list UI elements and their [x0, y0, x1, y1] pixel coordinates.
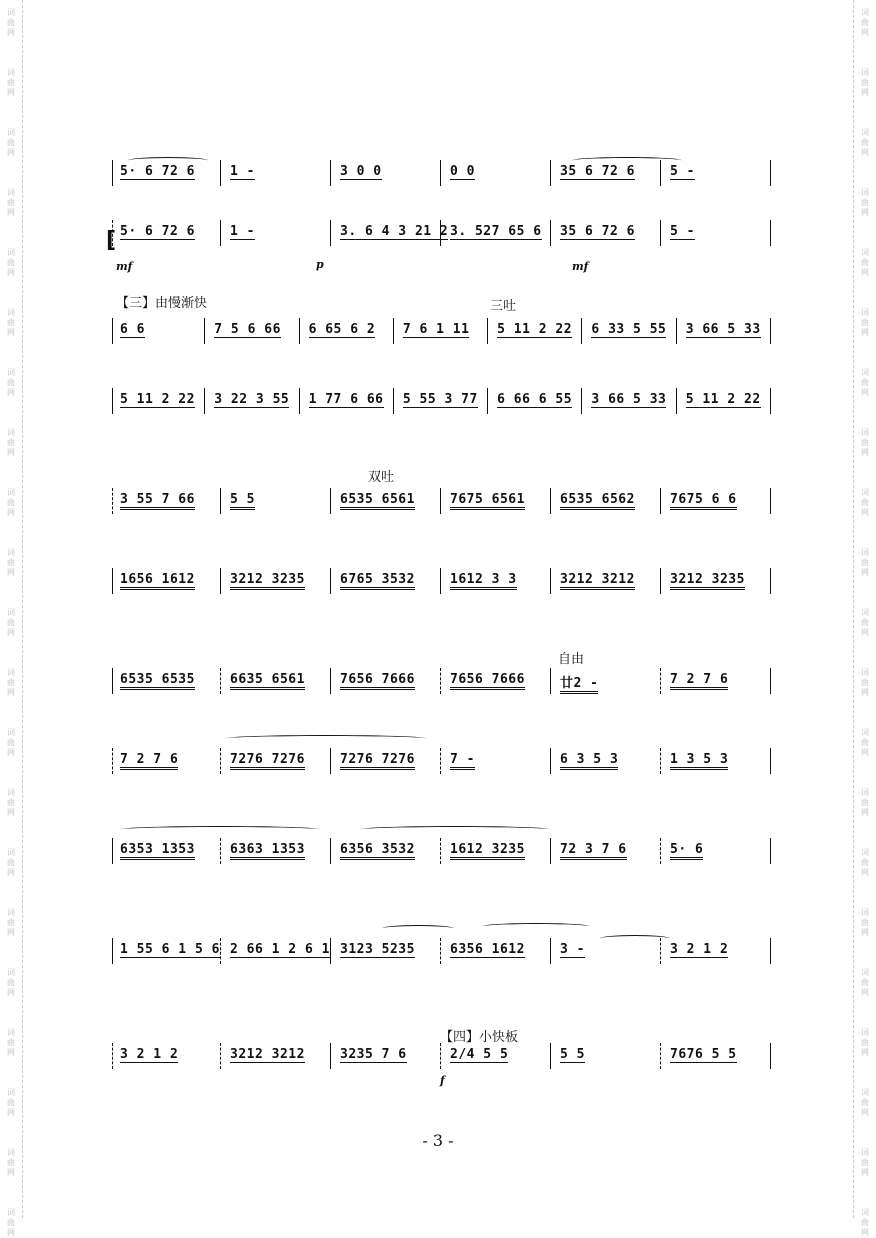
barline — [220, 220, 221, 246]
barline — [112, 938, 113, 964]
measure — [230, 1047, 305, 1062]
measure-notes: 7276 7276 — [340, 752, 415, 770]
barline — [393, 318, 394, 344]
measure-notes: 6 6 — [120, 322, 145, 337]
measure — [670, 224, 695, 239]
watermark-text: 词 曲 网 — [7, 788, 15, 817]
watermark-text: 词 曲 网 — [7, 1028, 15, 1057]
measure — [340, 752, 415, 767]
barline — [220, 748, 221, 774]
watermark-text: 词 曲 网 — [861, 248, 869, 277]
barline — [393, 388, 394, 414]
measure-notes: 6356 3532 — [340, 842, 415, 860]
double-tongue-label: 双吐 — [368, 470, 395, 485]
barline — [770, 388, 771, 414]
measure — [120, 842, 195, 857]
barline — [440, 220, 441, 246]
measure — [230, 752, 305, 767]
triple-tongue-label: 三吐 — [490, 299, 517, 314]
free-tempo-label: 自由 — [558, 652, 585, 667]
watermark-text: 词 曲 网 — [861, 128, 869, 157]
watermark-text: 词 曲 网 — [7, 428, 15, 457]
measure — [560, 672, 598, 691]
measure — [560, 492, 635, 507]
measure-notes: 廿2 - — [560, 676, 598, 694]
measure — [670, 1047, 737, 1062]
watermark-text: 词 曲 网 — [7, 548, 15, 577]
measure — [670, 572, 745, 587]
measure — [120, 164, 195, 179]
measure — [497, 392, 572, 407]
measure — [591, 392, 666, 407]
measure-notes: 6535 6561 — [340, 492, 415, 510]
measure — [120, 322, 145, 337]
barline — [330, 748, 331, 774]
measure-notes: 6353 1353 — [120, 842, 195, 860]
barline — [112, 388, 113, 414]
measure-notes: 0 0 — [450, 164, 475, 179]
measure — [670, 942, 728, 957]
watermark-text: 词 曲 网 — [7, 1208, 15, 1237]
measure — [450, 572, 517, 587]
measure — [214, 322, 281, 337]
barline — [550, 748, 551, 774]
measure — [450, 942, 525, 957]
barline — [581, 388, 582, 414]
barline — [220, 488, 221, 514]
measure-notes: 1612 3235 — [450, 842, 525, 860]
measure — [120, 392, 195, 407]
measure-notes: 3212 3212 — [560, 572, 635, 590]
barline — [660, 1043, 661, 1069]
measure — [560, 572, 635, 587]
notation-row-8 — [112, 748, 772, 774]
barline — [330, 668, 331, 694]
measure — [309, 322, 376, 337]
measure-notes: 6 65 6 2 — [308, 322, 376, 337]
measure-notes: 3212 3235 — [670, 572, 745, 590]
notation-row-11 — [112, 1043, 772, 1069]
measure — [670, 492, 737, 507]
measure — [560, 842, 627, 857]
barline — [440, 160, 441, 186]
watermark-text: 词 曲 网 — [861, 968, 869, 997]
measure-notes: 6535 6535 — [120, 672, 195, 690]
barline — [440, 938, 441, 964]
measure — [450, 842, 525, 857]
barline — [112, 220, 113, 246]
barline — [330, 220, 331, 246]
barline — [330, 488, 331, 514]
barline — [112, 748, 113, 774]
measure-notes: 3 66 5 33 — [685, 322, 761, 337]
left-watermark-strip — [0, 0, 23, 1237]
watermark-text: 词 曲 网 — [861, 728, 869, 757]
measure-notes: 3123 5235 — [340, 942, 415, 957]
barline — [440, 748, 441, 774]
barline — [330, 160, 331, 186]
watermark-text: 词 曲 网 — [861, 548, 869, 577]
measure-notes: 5 11 2 22 — [497, 322, 573, 337]
notation-row-6 — [112, 568, 772, 594]
measure — [120, 1047, 178, 1062]
measure — [230, 164, 255, 179]
measure — [340, 942, 415, 957]
measure — [340, 164, 382, 179]
watermark-text: 词 曲 网 — [861, 428, 869, 457]
barline — [299, 318, 300, 344]
measure — [309, 392, 384, 407]
measure — [120, 672, 195, 687]
barline — [581, 318, 582, 344]
measure-notes: 7676 5 5 — [670, 1047, 737, 1062]
measure-notes: 3 66 5 33 — [591, 392, 667, 407]
watermark-text: 词 曲 网 — [861, 368, 869, 397]
slur — [128, 157, 208, 164]
measure — [230, 224, 255, 239]
measure-notes: 6765 3532 — [340, 572, 415, 590]
watermark-text: 词 曲 网 — [7, 968, 15, 997]
watermark-text: 词 曲 网 — [861, 68, 869, 97]
measure-notes: 3 2 1 2 — [670, 942, 729, 957]
barline — [770, 838, 771, 864]
barline — [770, 668, 771, 694]
barline — [550, 568, 551, 594]
measure-notes: 1656 1612 — [120, 572, 195, 590]
measure-notes: 6635 6561 — [230, 672, 305, 690]
barline — [112, 838, 113, 864]
barline — [112, 1043, 113, 1069]
dynamic-f: f — [440, 1074, 445, 1087]
section3-heading: 【三】由慢渐快 — [116, 296, 208, 311]
measure — [686, 392, 761, 407]
watermark-text: 词 曲 网 — [7, 308, 15, 337]
measure — [450, 224, 542, 239]
measure-notes: 5· 6 72 6 — [120, 224, 195, 239]
barline — [440, 668, 441, 694]
measure-notes: 3212 3235 — [230, 572, 305, 590]
measure-notes: 6356 1612 — [450, 942, 525, 957]
measure-notes: 3212 3212 — [230, 1047, 305, 1062]
measure-notes: 1 3 5 3 — [670, 752, 728, 770]
watermark-text: 词 曲 网 — [861, 908, 869, 937]
barline — [220, 160, 221, 186]
notation-row-4 — [112, 388, 772, 414]
watermark-text: 词 曲 网 — [861, 668, 869, 697]
measure — [230, 672, 305, 687]
measure — [403, 392, 478, 407]
measure-notes: 5 55 3 77 — [402, 392, 478, 407]
barline — [112, 160, 113, 186]
barline — [770, 220, 771, 246]
barline — [550, 668, 551, 694]
barline — [112, 668, 113, 694]
barline — [204, 388, 205, 414]
measure-notes: 7675 6561 — [450, 492, 525, 510]
watermark-text: 词 曲 网 — [861, 1028, 869, 1057]
barline — [299, 388, 300, 414]
barline — [660, 748, 661, 774]
measure — [230, 842, 305, 857]
measure-notes: 5 - — [670, 164, 695, 179]
system-brace: [ — [106, 228, 117, 253]
measure — [340, 492, 415, 507]
measure — [340, 672, 415, 687]
measure-notes: 5 11 2 22 — [685, 392, 761, 407]
barline — [660, 668, 661, 694]
barline — [112, 568, 113, 594]
notation-row-7 — [112, 668, 772, 694]
measure-notes: 6 33 5 55 — [591, 322, 667, 337]
barline — [550, 160, 551, 186]
measure — [560, 164, 635, 179]
dynamic-mf: mf — [116, 260, 133, 273]
watermark-text: 词 曲 网 — [7, 668, 15, 697]
watermark-text: 词 曲 网 — [7, 728, 15, 757]
watermark-text: 词 曲 网 — [7, 188, 15, 217]
measure-notes: 7 5 6 66 — [214, 322, 281, 337]
measure — [591, 322, 666, 337]
barline — [550, 488, 551, 514]
barline — [487, 318, 488, 344]
barline — [770, 748, 771, 774]
watermark-text: 词 曲 网 — [7, 848, 15, 877]
measure — [214, 392, 289, 407]
measure — [560, 942, 585, 957]
measure-notes: 7 2 7 6 — [670, 672, 728, 690]
barline — [676, 318, 677, 344]
measure-notes: 6363 1353 — [230, 842, 305, 860]
measure-notes: 7 - — [450, 752, 475, 770]
measure-notes: 3 2 1 2 — [120, 1047, 179, 1062]
barline — [220, 938, 221, 964]
barline — [550, 838, 551, 864]
measure-notes: 3 22 3 55 — [214, 392, 290, 407]
barline — [660, 568, 661, 594]
measure — [340, 572, 415, 587]
notation-row-2 — [112, 220, 772, 246]
measure-notes: 72 3 7 6 — [560, 842, 627, 860]
watermark-text: 词 曲 网 — [861, 488, 869, 517]
watermark-text: 词 曲 网 — [861, 788, 869, 817]
barline — [112, 318, 113, 344]
measure-notes: 7276 7276 — [230, 752, 305, 770]
slur — [120, 826, 320, 833]
barline — [440, 488, 441, 514]
barline — [660, 488, 661, 514]
measure — [450, 752, 475, 767]
barline — [770, 160, 771, 186]
barline — [660, 838, 661, 864]
watermark-text: 词 曲 网 — [861, 1148, 869, 1177]
measure — [120, 572, 195, 587]
barline — [770, 568, 771, 594]
barline — [550, 938, 551, 964]
barline — [204, 318, 205, 344]
measure-notes: 6535 6562 — [560, 492, 635, 510]
slur — [360, 826, 550, 833]
notation-row-3 — [112, 318, 772, 344]
measure — [450, 672, 525, 687]
slur — [482, 923, 590, 930]
measure-notes: 35 6 72 6 — [560, 164, 635, 179]
barline — [770, 488, 771, 514]
measure-notes: 1 77 6 66 — [308, 392, 384, 407]
watermark-text: 词 曲 网 — [861, 848, 869, 877]
watermark-text: 词 曲 网 — [7, 248, 15, 277]
measure — [230, 572, 305, 587]
watermark-text: 词 曲 网 — [7, 1088, 15, 1117]
measure — [670, 672, 728, 687]
measure-notes: 1 55 6 1 5 6 — [120, 942, 220, 957]
barline — [330, 568, 331, 594]
measure-notes: 3. 6 4 3 21 2 — [340, 224, 449, 239]
barline — [660, 220, 661, 246]
measure-notes: 2/4 5 5 — [450, 1047, 509, 1062]
barline — [440, 838, 441, 864]
measure-notes: 7 6 1 11 — [402, 322, 470, 337]
dynamic-p: p — [316, 258, 324, 271]
watermark-text: 词 曲 网 — [7, 1148, 15, 1177]
slur — [226, 735, 426, 742]
watermark-text: 词 曲 网 — [861, 8, 869, 37]
measure — [120, 224, 195, 239]
barline — [770, 318, 771, 344]
watermark-text: 词 曲 网 — [861, 1208, 869, 1237]
section4-heading: 【四】小快板 — [440, 1030, 519, 1045]
measure-notes: 3 55 7 66 — [120, 492, 195, 510]
barline — [440, 568, 441, 594]
watermark-text: 词 曲 网 — [7, 908, 15, 937]
barline — [330, 938, 331, 964]
barline — [220, 838, 221, 864]
measure-notes: 5 - — [670, 224, 695, 239]
notation-row-5 — [112, 488, 772, 514]
measure-notes: 1 - — [230, 164, 255, 179]
barline — [770, 1043, 771, 1069]
measure — [340, 224, 448, 239]
measure-notes: 1612 3 3 — [450, 572, 517, 590]
barline — [440, 1043, 441, 1069]
dynamic-mf: mf — [572, 260, 589, 273]
measure — [497, 322, 572, 337]
measure — [230, 942, 330, 957]
measure — [670, 752, 728, 767]
barline — [220, 668, 221, 694]
right-watermark-strip — [853, 0, 876, 1237]
watermark-text: 词 曲 网 — [861, 188, 869, 217]
barline — [112, 488, 113, 514]
measure-notes: 3 0 0 — [340, 164, 382, 179]
barline — [220, 568, 221, 594]
measure-notes: 5· 6 72 6 — [120, 164, 195, 179]
slur — [572, 157, 682, 164]
slur — [600, 935, 670, 942]
measure — [340, 1047, 407, 1062]
measure — [403, 322, 470, 337]
measure-notes: 35 6 72 6 — [560, 224, 635, 239]
measure-notes: 1 - — [230, 224, 255, 239]
measure-notes: 5 5 — [230, 492, 255, 510]
measure — [560, 752, 618, 767]
watermark-text: 词 曲 网 — [861, 608, 869, 637]
measure-notes: 7 2 7 6 — [120, 752, 178, 770]
watermark-text: 词 曲 网 — [7, 68, 15, 97]
watermark-text: 词 曲 网 — [861, 308, 869, 337]
measure — [120, 942, 220, 957]
measure-notes: 7675 6 6 — [670, 492, 737, 510]
watermark-text: 词 曲 网 — [7, 608, 15, 637]
barline — [330, 1043, 331, 1069]
watermark-text: 词 曲 网 — [861, 1088, 869, 1117]
measure-notes: 3 - — [560, 942, 585, 957]
watermark-text: 词 曲 网 — [7, 368, 15, 397]
measure — [670, 842, 703, 857]
barline — [220, 1043, 221, 1069]
measure-notes: 3. 527 65 6 — [450, 224, 542, 239]
slur — [382, 925, 454, 932]
barline — [550, 220, 551, 246]
measure-notes: 3235 7 6 — [340, 1047, 407, 1062]
measure-notes: 7656 7666 — [450, 672, 525, 690]
measure — [450, 164, 475, 179]
measure — [120, 492, 195, 507]
barline — [550, 1043, 551, 1069]
measure — [450, 492, 525, 507]
measure — [340, 842, 415, 857]
barline — [770, 938, 771, 964]
measure-notes: 5· 6 — [670, 842, 703, 860]
measure-notes: 2 66 1 2 6 1 — [230, 942, 330, 957]
measure — [230, 492, 255, 507]
measure-notes: 7656 7666 — [340, 672, 415, 690]
measure-notes: 5 11 2 22 — [120, 392, 195, 407]
measure — [560, 1047, 585, 1062]
watermark-text: 词 曲 网 — [7, 8, 15, 37]
notation-row-9 — [112, 838, 772, 864]
measure — [686, 322, 761, 337]
measure — [560, 224, 635, 239]
measure-notes: 5 5 — [560, 1047, 585, 1062]
watermark-text: 词 曲 网 — [7, 128, 15, 157]
measure — [670, 164, 695, 179]
measure — [450, 1047, 508, 1062]
measure — [120, 752, 178, 767]
page-number: - 3 - — [422, 1131, 454, 1150]
barline — [487, 388, 488, 414]
barline — [676, 388, 677, 414]
watermark-text: 词 曲 网 — [7, 488, 15, 517]
measure-notes: 6 66 6 55 — [497, 392, 573, 407]
measure-notes: 6 3 5 3 — [560, 752, 618, 770]
barline — [330, 838, 331, 864]
notation-row-10 — [112, 938, 772, 964]
